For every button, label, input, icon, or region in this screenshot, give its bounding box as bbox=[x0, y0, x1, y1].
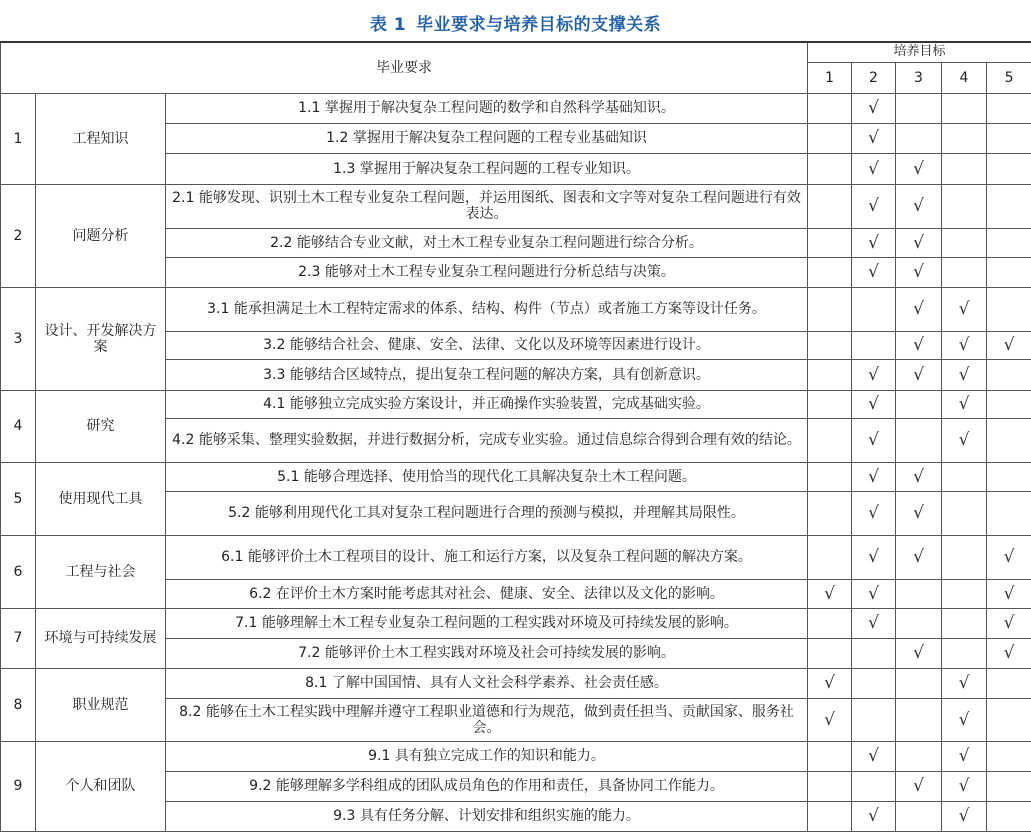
goal-2-cell bbox=[852, 359, 896, 390]
goal-5-cell bbox=[987, 123, 1031, 153]
sub-requirement-text: 7.1 能够理解土木工程专业复杂工程问题的工程实践对环境及可持续发展的影响。 bbox=[166, 608, 808, 638]
sub-requirement-text: 8.2 能够在土木工程实践中理解并遵守工程职业道德和行为规范，做到责任担当、贡献国家、服务社会。 bbox=[166, 698, 808, 741]
requirement-number: 8 bbox=[1, 668, 36, 741]
requirement-number: 9 bbox=[1, 741, 36, 831]
check-mark-icon: √ bbox=[959, 335, 970, 355]
check-mark-icon: √ bbox=[868, 196, 879, 216]
check-mark-icon: √ bbox=[1004, 335, 1015, 355]
table-number: 表 1 bbox=[370, 15, 406, 35]
goal-2-cell bbox=[852, 801, 896, 831]
goal-4-cell bbox=[942, 418, 987, 462]
goal-3-cell bbox=[896, 331, 942, 359]
goal-number-3: 3 bbox=[896, 62, 942, 93]
goal-2-cell bbox=[852, 698, 896, 741]
goal-3-cell bbox=[896, 771, 942, 801]
check-mark-icon: √ bbox=[868, 365, 879, 385]
goal-2-cell bbox=[852, 668, 896, 698]
goal-5-cell bbox=[987, 228, 1031, 257]
check-mark-icon: √ bbox=[913, 299, 924, 319]
goal-5-cell bbox=[987, 184, 1031, 228]
goal-1-cell bbox=[808, 579, 852, 608]
goal-3-cell bbox=[896, 184, 942, 228]
sub-requirement-text: 1.2 掌握用于解决复杂工程问题的工程专业基础知识 bbox=[166, 123, 808, 153]
check-mark-icon: √ bbox=[913, 643, 924, 663]
requirement-name: 环境与可持续发展 bbox=[36, 608, 166, 668]
goal-4-cell bbox=[942, 123, 987, 153]
goal-4-cell bbox=[942, 153, 987, 184]
goal-1-cell bbox=[808, 491, 852, 535]
graduation-requirement-header: 毕业要求 bbox=[1, 42, 808, 93]
goal-2-cell bbox=[852, 579, 896, 608]
sub-requirement-text: 5.2 能够利用现代化工具对复杂工程问题进行合理的预测与模拟，并理解其局限性。 bbox=[166, 491, 808, 535]
goal-1-cell bbox=[808, 741, 852, 771]
check-mark-icon: √ bbox=[868, 503, 879, 523]
goal-3-cell bbox=[896, 359, 942, 390]
table-title bbox=[0, 10, 1031, 35]
goal-1-cell bbox=[808, 123, 852, 153]
goal-4-cell bbox=[942, 801, 987, 831]
sub-requirement-text: 4.1 能够独立完成实验方案设计，并正确操作实验装置，完成基础实验。 bbox=[166, 390, 808, 418]
goal-5-cell bbox=[987, 257, 1031, 287]
goal-3-cell bbox=[896, 579, 942, 608]
goal-3-cell bbox=[896, 491, 942, 535]
goal-2-cell bbox=[852, 287, 896, 331]
sub-requirement-text: 9.1 具有独立完成工作的知识和能力。 bbox=[166, 741, 808, 771]
requirement-name: 工程知识 bbox=[36, 93, 166, 184]
goal-2-cell bbox=[852, 228, 896, 257]
goal-4-cell bbox=[942, 771, 987, 801]
goal-1-cell bbox=[808, 93, 852, 123]
goal-5-cell bbox=[987, 418, 1031, 462]
check-mark-icon: √ bbox=[913, 503, 924, 523]
goal-2-cell bbox=[852, 184, 896, 228]
check-mark-icon: √ bbox=[1004, 584, 1015, 604]
check-mark-icon: √ bbox=[1004, 547, 1015, 567]
goal-3-cell bbox=[896, 390, 942, 418]
goal-1-cell bbox=[808, 228, 852, 257]
check-mark-icon: √ bbox=[824, 710, 835, 730]
goal-3-cell bbox=[896, 228, 942, 257]
goal-5-cell bbox=[987, 390, 1031, 418]
goal-3-cell bbox=[896, 287, 942, 331]
check-mark-icon: √ bbox=[868, 746, 879, 766]
goal-2-cell bbox=[852, 608, 896, 638]
goal-3-cell bbox=[896, 668, 942, 698]
sub-requirement-text: 3.3 能够结合区域特点，提出复杂工程问题的解决方案，具有创新意识。 bbox=[166, 359, 808, 390]
goal-2-cell bbox=[852, 462, 896, 491]
goal-3-cell bbox=[896, 462, 942, 491]
goal-1-cell bbox=[808, 390, 852, 418]
check-mark-icon: √ bbox=[868, 394, 879, 414]
table-body bbox=[1, 93, 1031, 831]
table-row bbox=[1, 287, 1031, 331]
requirement-name: 研究 bbox=[36, 390, 166, 462]
goal-2-cell bbox=[852, 491, 896, 535]
goal-5-cell bbox=[987, 491, 1031, 535]
goal-number-1: 1 bbox=[808, 62, 852, 93]
goal-2-cell bbox=[852, 638, 896, 668]
goal-number-5: 5 bbox=[987, 62, 1031, 93]
check-mark-icon: √ bbox=[959, 673, 970, 693]
check-mark-icon: √ bbox=[913, 547, 924, 567]
sub-requirement-text: 2.3 能够对土木工程专业复杂工程问题进行分析总结与决策。 bbox=[166, 257, 808, 287]
sub-requirement-text: 1.3 掌握用于解决复杂工程问题的工程专业知识。 bbox=[166, 153, 808, 184]
goal-5-cell bbox=[987, 638, 1031, 668]
check-mark-icon: √ bbox=[959, 806, 970, 826]
goal-5-cell bbox=[987, 535, 1031, 579]
check-mark-icon: √ bbox=[959, 299, 970, 319]
requirement-number: 4 bbox=[1, 390, 36, 462]
table-row bbox=[1, 668, 1031, 698]
sub-requirement-text: 2.1 能够发现、识别土木工程专业复杂工程问题，并运用图纸、图表和文字等对复杂工程问题进行有效表达。 bbox=[166, 184, 808, 228]
goal-4-cell bbox=[942, 331, 987, 359]
table-row bbox=[1, 741, 1031, 771]
goal-2-cell bbox=[852, 257, 896, 287]
table-caption: 毕业要求与培养目标的支撑关系 bbox=[416, 15, 661, 35]
requirement-name: 职业规范 bbox=[36, 668, 166, 741]
check-mark-icon: √ bbox=[868, 467, 879, 487]
goal-5-cell bbox=[987, 359, 1031, 390]
sub-requirement-text: 1.1 掌握用于解决复杂工程问题的数学和自然科学基础知识。 bbox=[166, 93, 808, 123]
check-mark-icon: √ bbox=[868, 806, 879, 826]
goal-2-cell bbox=[852, 535, 896, 579]
goal-3-cell bbox=[896, 638, 942, 668]
goal-5-cell bbox=[987, 771, 1031, 801]
goal-3-cell bbox=[896, 801, 942, 831]
goal-4-cell bbox=[942, 668, 987, 698]
support-relation-table bbox=[0, 41, 1031, 832]
goal-5-cell bbox=[987, 801, 1031, 831]
sub-requirement-text: 6.2 在评价土木方案时能考虑其对社会、健康、安全、法律以及文化的影响。 bbox=[166, 579, 808, 608]
check-mark-icon: √ bbox=[868, 547, 879, 567]
goal-1-cell bbox=[808, 668, 852, 698]
goal-5-cell bbox=[987, 608, 1031, 638]
requirement-number: 3 bbox=[1, 287, 36, 390]
goal-2-cell bbox=[852, 418, 896, 462]
check-mark-icon: √ bbox=[824, 673, 835, 693]
check-mark-icon: √ bbox=[868, 584, 879, 604]
check-mark-icon: √ bbox=[913, 467, 924, 487]
sub-requirement-text: 9.2 能够理解多学科组成的团队成员角色的作用和责任，具备协同工作能力。 bbox=[166, 771, 808, 801]
table-row bbox=[1, 608, 1031, 638]
goal-5-cell bbox=[987, 93, 1031, 123]
requirement-number: 5 bbox=[1, 462, 36, 535]
goal-1-cell bbox=[808, 608, 852, 638]
requirement-name: 工程与社会 bbox=[36, 535, 166, 608]
sub-requirement-text: 7.2 能够评价土木工程实践对环境及社会可持续发展的影响。 bbox=[166, 638, 808, 668]
check-mark-icon: √ bbox=[1004, 643, 1015, 663]
goal-1-cell bbox=[808, 535, 852, 579]
requirement-name: 问题分析 bbox=[36, 184, 166, 287]
requirement-number: 7 bbox=[1, 608, 36, 668]
check-mark-icon: √ bbox=[913, 233, 924, 253]
goal-4-cell bbox=[942, 491, 987, 535]
check-mark-icon: √ bbox=[913, 196, 924, 216]
goal-1-cell bbox=[808, 359, 852, 390]
table-row bbox=[1, 93, 1031, 123]
goal-1-cell bbox=[808, 331, 852, 359]
training-goal-header: 培养目标 bbox=[808, 42, 1031, 62]
check-mark-icon: √ bbox=[913, 159, 924, 179]
check-mark-icon: √ bbox=[913, 365, 924, 385]
requirement-number: 2 bbox=[1, 184, 36, 287]
goal-5-cell bbox=[987, 579, 1031, 608]
check-mark-icon: √ bbox=[913, 776, 924, 796]
goal-2-cell bbox=[852, 741, 896, 771]
goal-1-cell bbox=[808, 153, 852, 184]
goal-5-cell bbox=[987, 668, 1031, 698]
goal-4-cell bbox=[942, 93, 987, 123]
goal-3-cell bbox=[896, 535, 942, 579]
goal-3-cell bbox=[896, 257, 942, 287]
goal-4-cell bbox=[942, 184, 987, 228]
check-mark-icon: √ bbox=[868, 98, 879, 118]
goal-4-cell bbox=[942, 638, 987, 668]
requirement-name: 设计、开发解决方案 bbox=[36, 287, 166, 390]
goal-3-cell bbox=[896, 698, 942, 741]
goal-2-cell bbox=[852, 93, 896, 123]
goal-1-cell bbox=[808, 771, 852, 801]
check-mark-icon: √ bbox=[824, 584, 835, 604]
goal-4-cell bbox=[942, 535, 987, 579]
requirement-number: 1 bbox=[1, 93, 36, 184]
check-mark-icon: √ bbox=[868, 262, 879, 282]
goal-1-cell bbox=[808, 801, 852, 831]
sub-requirement-text: 5.1 能够合理选择、使用恰当的现代化工具解决复杂土木工程问题。 bbox=[166, 462, 808, 491]
check-mark-icon: √ bbox=[868, 233, 879, 253]
goal-4-cell bbox=[942, 390, 987, 418]
goal-4-cell bbox=[942, 579, 987, 608]
check-mark-icon: √ bbox=[868, 159, 879, 179]
sub-requirement-text: 8.1 了解中国国情、具有人文社会科学素养、社会责任感。 bbox=[166, 668, 808, 698]
goal-4-cell bbox=[942, 608, 987, 638]
goal-3-cell bbox=[896, 153, 942, 184]
goal-4-cell bbox=[942, 257, 987, 287]
sub-requirement-text: 3.1 能承担满足土木工程特定需求的体系、结构、构件（节点）或者施工方案等设计任务。 bbox=[166, 287, 808, 331]
goal-1-cell bbox=[808, 418, 852, 462]
goal-5-cell bbox=[987, 462, 1031, 491]
goal-4-cell bbox=[942, 698, 987, 741]
table-row bbox=[1, 535, 1031, 579]
requirement-number: 6 bbox=[1, 535, 36, 608]
table-row bbox=[1, 390, 1031, 418]
goal-3-cell bbox=[896, 741, 942, 771]
goal-3-cell bbox=[896, 123, 942, 153]
goal-5-cell bbox=[987, 698, 1031, 741]
sub-requirement-text: 4.2 能够采集、整理实验数据，并进行数据分析，完成专业实验。通过信息综合得到合理有效的结论。 bbox=[166, 418, 808, 462]
check-mark-icon: √ bbox=[868, 128, 879, 148]
goal-4-cell bbox=[942, 287, 987, 331]
table-row bbox=[1, 184, 1031, 228]
goal-1-cell bbox=[808, 638, 852, 668]
sub-requirement-text: 2.2 能够结合专业文献，对土木工程专业复杂工程问题进行综合分析。 bbox=[166, 228, 808, 257]
check-mark-icon: √ bbox=[1004, 613, 1015, 633]
goal-3-cell bbox=[896, 93, 942, 123]
goal-5-cell bbox=[987, 741, 1031, 771]
check-mark-icon: √ bbox=[959, 430, 970, 450]
goal-number-2: 2 bbox=[852, 62, 896, 93]
goal-2-cell bbox=[852, 771, 896, 801]
requirement-name: 个人和团队 bbox=[36, 741, 166, 831]
check-mark-icon: √ bbox=[868, 430, 879, 450]
goal-3-cell bbox=[896, 608, 942, 638]
goal-5-cell bbox=[987, 331, 1031, 359]
goal-number-4: 4 bbox=[942, 62, 987, 93]
check-mark-icon: √ bbox=[959, 365, 970, 385]
goal-2-cell bbox=[852, 153, 896, 184]
check-mark-icon: √ bbox=[959, 710, 970, 730]
goal-4-cell bbox=[942, 359, 987, 390]
goal-2-cell bbox=[852, 123, 896, 153]
requirement-name: 使用现代工具 bbox=[36, 462, 166, 535]
goal-3-cell bbox=[896, 418, 942, 462]
check-mark-icon: √ bbox=[913, 262, 924, 282]
goal-1-cell bbox=[808, 462, 852, 491]
goal-1-cell bbox=[808, 287, 852, 331]
goal-5-cell bbox=[987, 287, 1031, 331]
goal-4-cell bbox=[942, 228, 987, 257]
check-mark-icon: √ bbox=[913, 335, 924, 355]
goal-1-cell bbox=[808, 257, 852, 287]
sub-requirement-text: 9.3 具有任务分解、计划安排和组织实施的能力。 bbox=[166, 801, 808, 831]
check-mark-icon: √ bbox=[959, 746, 970, 766]
table-row bbox=[1, 462, 1031, 491]
goal-4-cell bbox=[942, 462, 987, 491]
sub-requirement-text: 3.2 能够结合社会、健康、安全、法律、文化以及环境等因素进行设计。 bbox=[166, 331, 808, 359]
check-mark-icon: √ bbox=[868, 613, 879, 633]
goal-5-cell bbox=[987, 153, 1031, 184]
check-mark-icon: √ bbox=[959, 776, 970, 796]
check-mark-icon: √ bbox=[959, 394, 970, 414]
goal-1-cell bbox=[808, 698, 852, 741]
goal-1-cell bbox=[808, 184, 852, 228]
goal-4-cell bbox=[942, 741, 987, 771]
goal-2-cell bbox=[852, 390, 896, 418]
goal-2-cell bbox=[852, 331, 896, 359]
sub-requirement-text: 6.1 能够评价土木工程项目的设计、施工和运行方案，以及复杂工程问题的解决方案。 bbox=[166, 535, 808, 579]
